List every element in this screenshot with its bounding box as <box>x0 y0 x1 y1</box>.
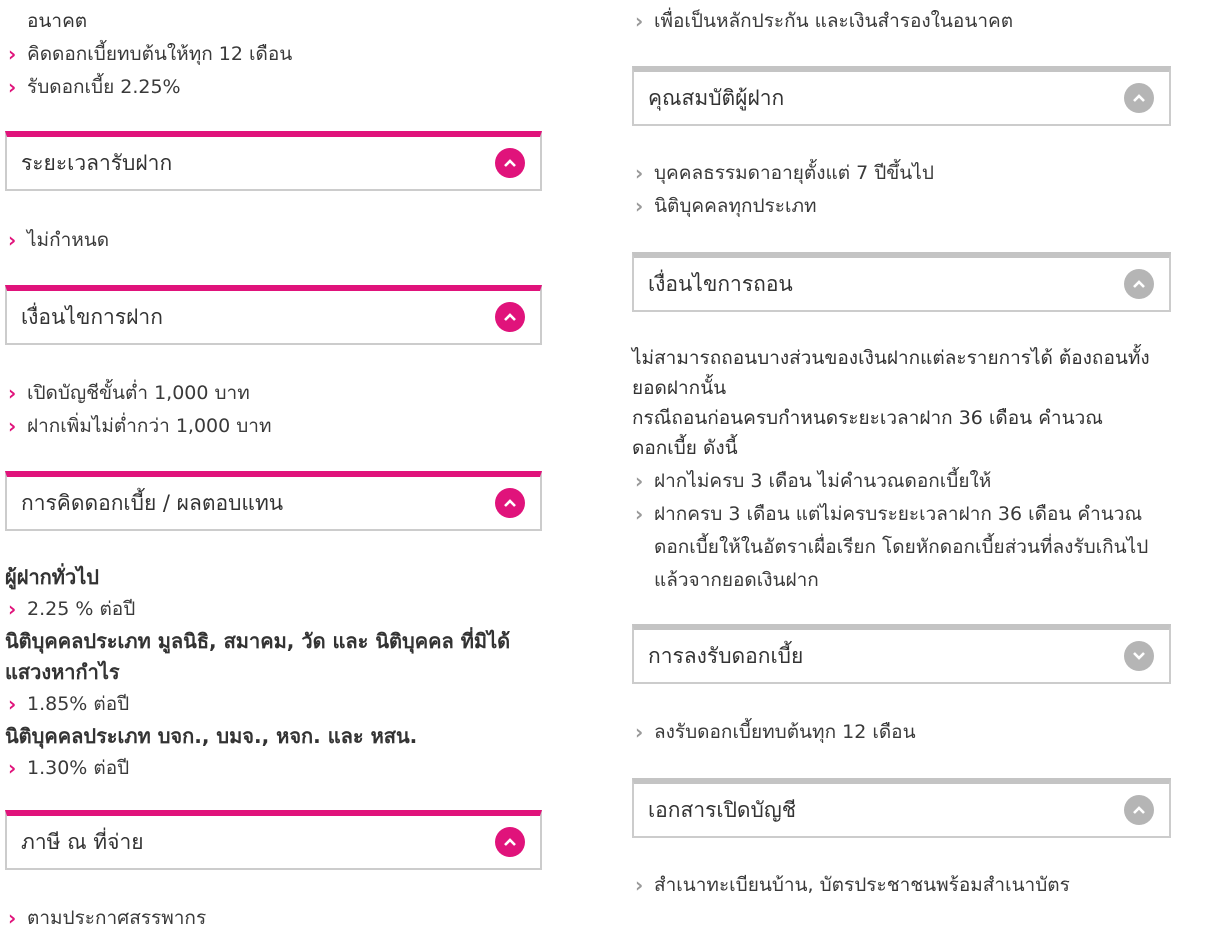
chevron-right-icon: › <box>8 756 17 780</box>
chevron-right-icon: › <box>635 9 644 33</box>
chevron-right-icon: › <box>8 228 17 252</box>
intro-text: อนาคต <box>27 10 88 32</box>
documents-list <box>632 869 1070 902</box>
chevron-right-icon: › <box>8 597 17 621</box>
section-title: การลงรับดอกเบี้ย <box>648 643 804 668</box>
interest-rates <box>5 562 545 785</box>
section-header-withdrawal[interactable] <box>632 252 1171 312</box>
section-header-eligibility[interactable] <box>632 66 1171 126</box>
list-item: › ตามประกาศสรรพากร <box>5 902 206 935</box>
rate-group-label: นิติบุคคลประเภท มูลนิธิ, สมาคม, วัด และ นิติบุคคล ที่มิได้แสวงหากำไร <box>5 629 511 684</box>
chevron-right-icon: › <box>8 381 17 405</box>
section-header-deposit-conditions[interactable] <box>5 285 542 345</box>
chevron-right-icon: › <box>635 502 644 526</box>
chevron-right-icon: › <box>635 873 644 897</box>
list-item: › เพื่อเป็นหลักประกัน และเงินสำรองในอนาคต <box>632 5 1013 38</box>
chevron-right-icon: › <box>8 75 17 99</box>
chevron-right-icon: › <box>8 414 17 438</box>
rate-group-label: ผู้ฝากทั่วไป <box>5 565 99 589</box>
list-item: › 2.25 % ต่อปี <box>5 593 545 626</box>
deposit-period-list <box>5 224 109 257</box>
section-title: เอกสารเปิดบัญชี <box>648 797 797 822</box>
chevron-up-icon[interactable] <box>1124 83 1154 113</box>
intro-bullet-list <box>5 38 292 104</box>
interest-posting-list <box>632 716 916 749</box>
section-title: การคิดดอกเบี้ย / ผลตอบแทน <box>21 490 284 515</box>
list-item: › รับดอกเบี้ย 2.25% <box>5 71 292 104</box>
withdrawal-paragraph: กรณีถอนก่อนครบกำหนดระยะเวลาฝาก 36 เดือน คำนวณดอกเบี้ย ดังนี้ <box>632 407 1103 459</box>
list-item: › ไม่กำหนด <box>5 224 109 257</box>
chevron-right-icon: › <box>8 42 17 66</box>
list-item: › บุคคลธรรมดาอายุตั้งแต่ 7 ปีขึ้นไป <box>632 157 934 190</box>
section-title: เงื่อนไขการฝาก <box>21 304 163 329</box>
section-title: เงื่อนไขการถอน <box>648 271 793 296</box>
list-item: › เปิดบัญชีขั้นต่ำ 1,000 บาท <box>5 377 272 410</box>
list-item: › ฝากครบ 3 เดือน แต่ไม่ครบระยะเวลาฝาก 36 เดือน คำนวณดอกเบี้ยให้ในอัตราเผื่อเรียก โดยหักดอกเบี้ยส่วนที่ลงรับเกินไปแล้วจากยอดเงินฝาก <box>632 498 1162 597</box>
section-header-interest-posting[interactable] <box>632 624 1171 684</box>
list-item: › สำเนาทะเบียนบ้าน, บัตรประชาชนพร้อมสำเนาบัตร <box>632 869 1070 902</box>
withdrawal-list <box>632 465 1162 597</box>
chevron-up-icon[interactable] <box>1124 795 1154 825</box>
section-header-documents[interactable] <box>632 778 1171 838</box>
chevron-right-icon: › <box>635 161 644 185</box>
section-header-deposit-period[interactable] <box>5 131 542 191</box>
rate-list <box>5 752 545 785</box>
list-item: › ลงรับดอกเบี้ยทบต้นทุก 12 เดือน <box>632 716 916 749</box>
rate-list <box>5 688 545 721</box>
chevron-up-icon[interactable] <box>495 148 525 178</box>
section-title: ภาษี ณ ที่จ่าย <box>21 829 144 854</box>
intro-bullet-list <box>632 5 1013 38</box>
chevron-right-icon: › <box>8 692 17 716</box>
chevron-right-icon: › <box>635 194 644 218</box>
rate-list <box>5 593 545 626</box>
list-item: › 1.85% ต่อปี <box>5 688 545 721</box>
withdrawal-content <box>632 343 1162 597</box>
list-item: › คิดดอกเบี้ยทบต้นให้ทุก 12 เดือน <box>5 38 292 71</box>
chevron-up-icon[interactable] <box>495 302 525 332</box>
list-item: › นิติบุคคลทุกประเภท <box>632 190 934 223</box>
list-item: › ฝากไม่ครบ 3 เดือน ไม่คำนวณดอกเบี้ยให้ <box>632 465 1162 498</box>
chevron-up-icon[interactable] <box>495 827 525 857</box>
section-title: คุณสมบัติผู้ฝาก <box>648 85 785 110</box>
chevron-down-icon[interactable] <box>1124 641 1154 671</box>
deposit-conditions-list <box>5 377 272 443</box>
chevron-up-icon[interactable] <box>1124 269 1154 299</box>
section-header-interest[interactable] <box>5 471 542 531</box>
eligibility-list <box>632 157 934 223</box>
section-header-tax[interactable] <box>5 810 542 870</box>
chevron-right-icon: › <box>635 469 644 493</box>
tax-list <box>5 902 206 935</box>
chevron-right-icon: › <box>635 720 644 744</box>
section-title: ระยะเวลารับฝาก <box>21 150 173 175</box>
chevron-up-icon[interactable] <box>495 488 525 518</box>
withdrawal-paragraph: ไม่สามารถถอนบางส่วนของเงินฝากแต่ละรายการได้ ต้องถอนทั้งยอดฝากนั้น <box>632 347 1150 399</box>
rate-group-label: นิติบุคคลประเภท บจก., บมจ., หจก. และ หสน. <box>5 724 418 748</box>
list-item: › 1.30% ต่อปี <box>5 752 545 785</box>
chevron-right-icon: › <box>8 906 17 930</box>
list-item: › ฝากเพิ่มไม่ต่ำกว่า 1,000 บาท <box>5 410 272 443</box>
